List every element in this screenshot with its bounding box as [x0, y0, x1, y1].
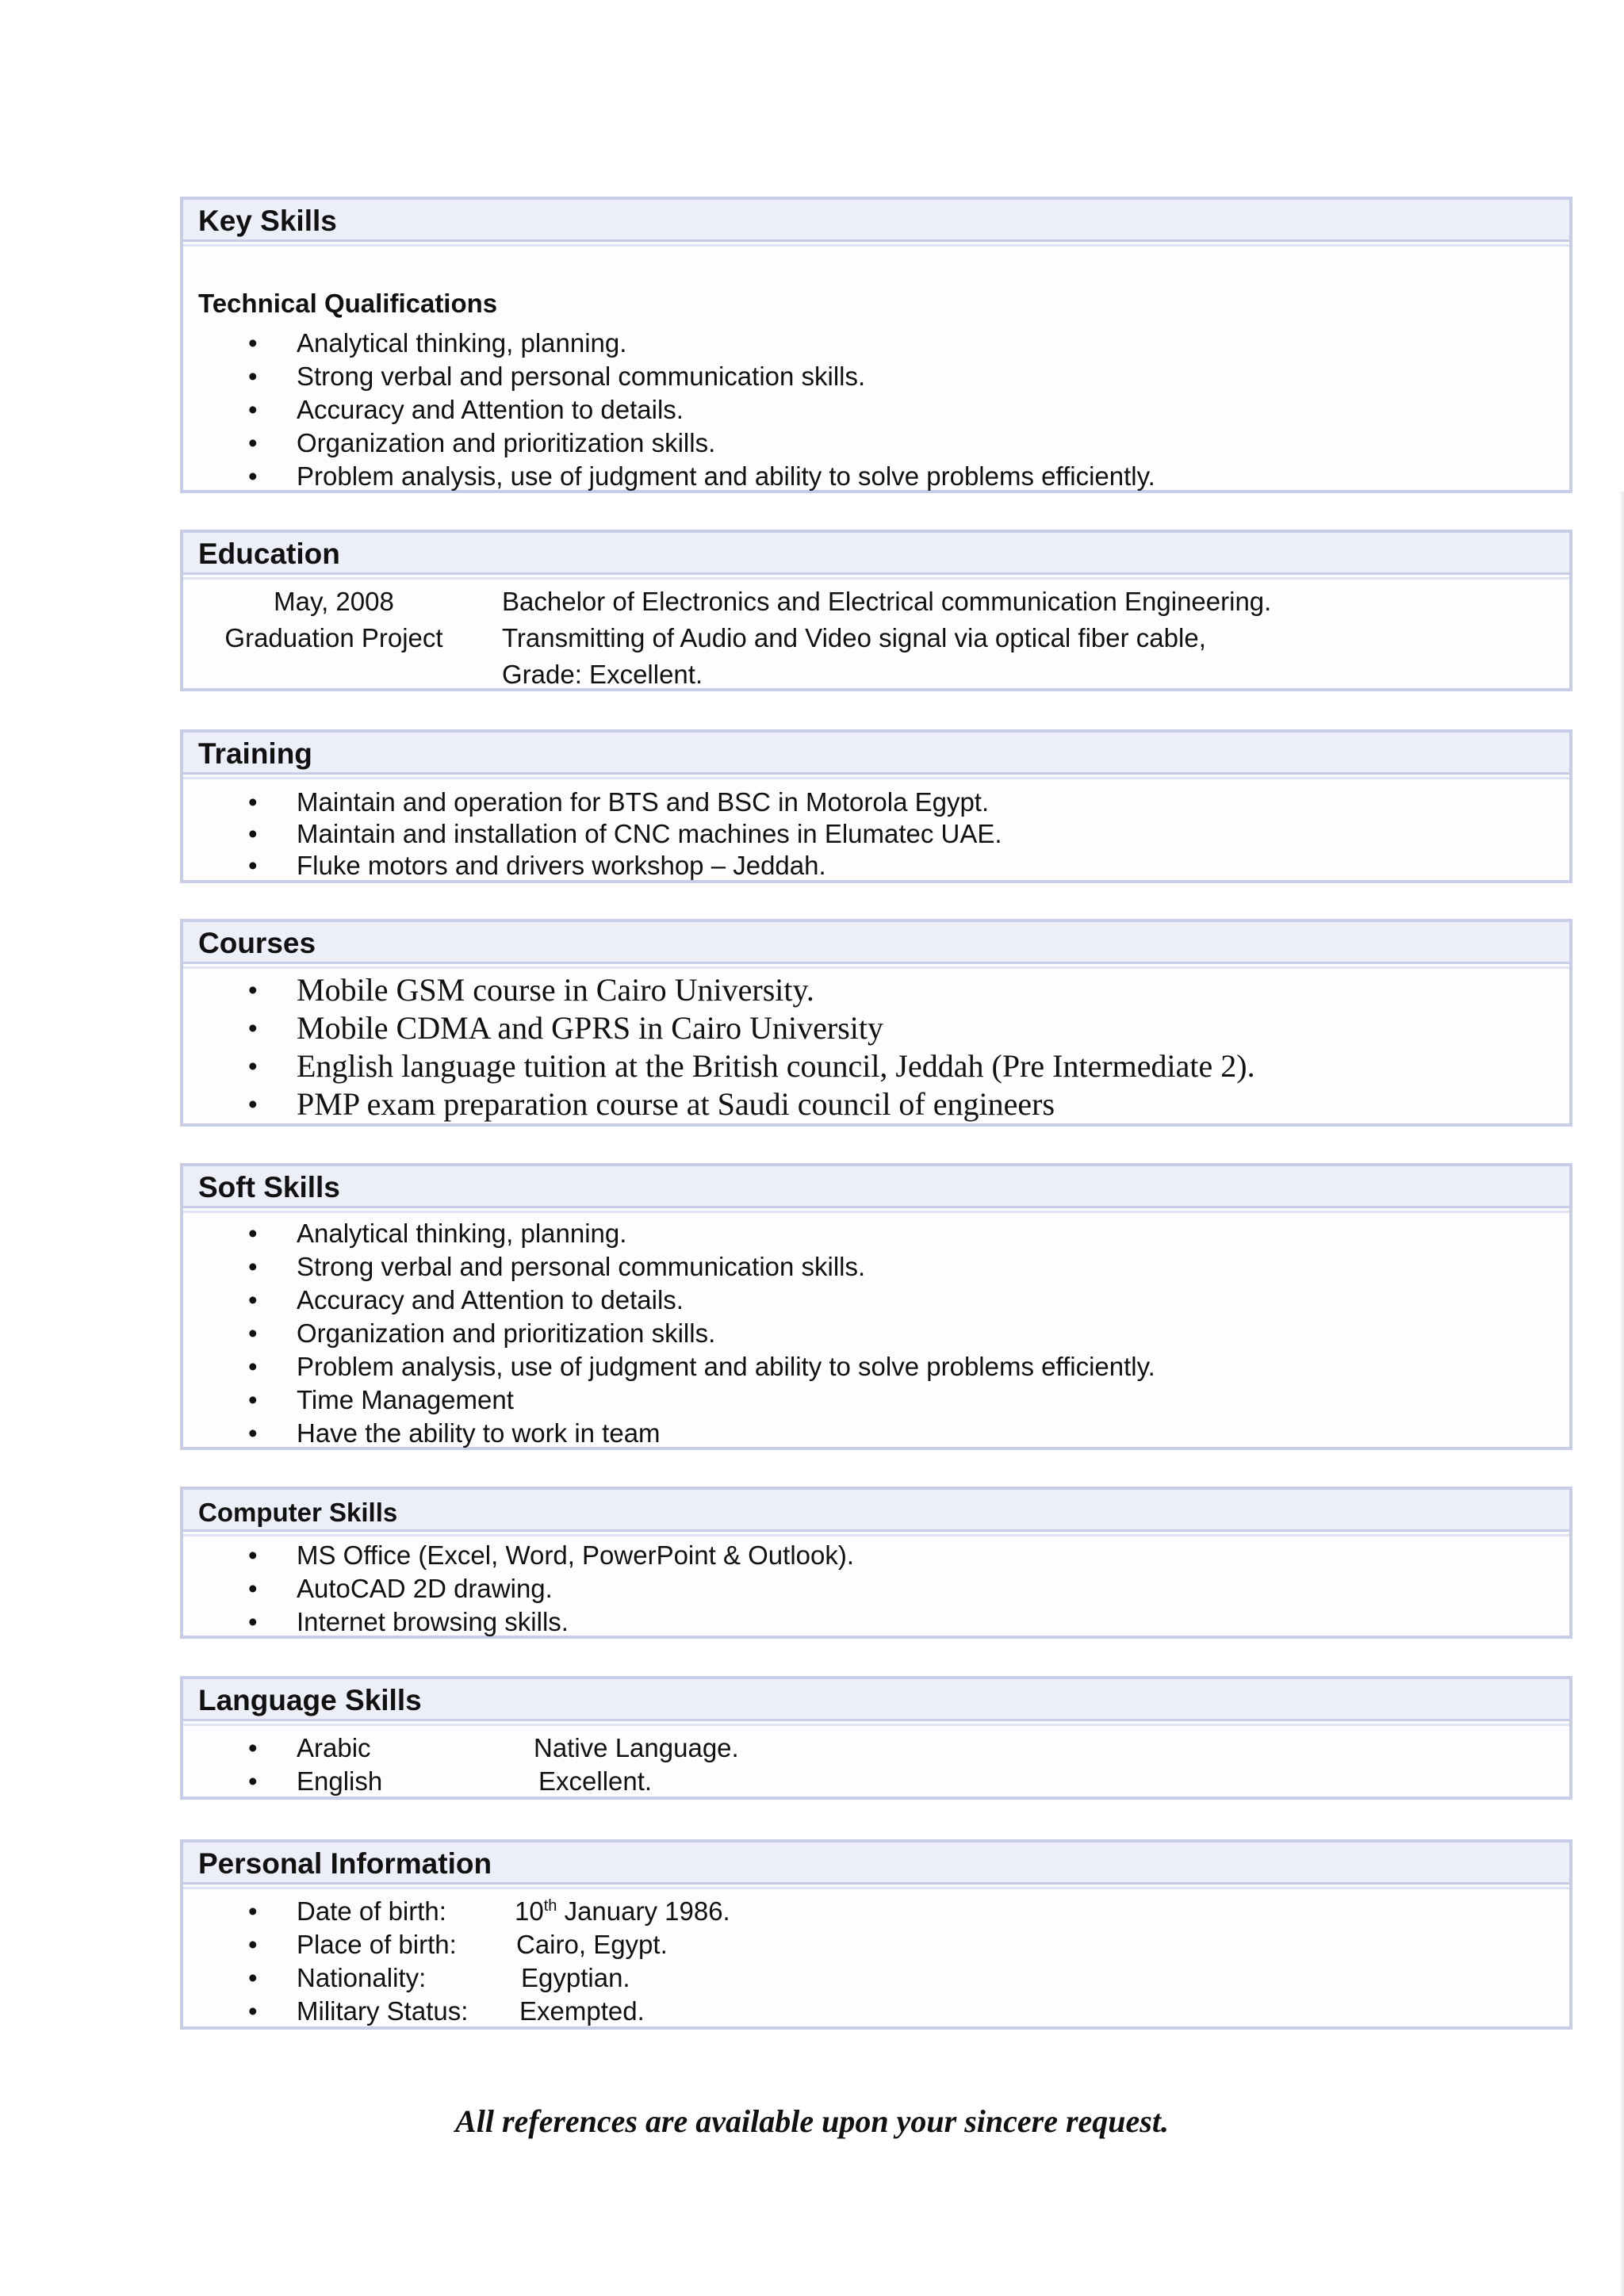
soft-skills-section [180, 1163, 1572, 1450]
list-item: • Fluke motors and drivers workshop – Jeddah. [248, 851, 826, 880]
bullet-icon: • [248, 1219, 258, 1248]
list-item: • Organization and prioritization skills. [183, 1317, 1569, 1350]
computer-skills-title: Computer Skills [198, 1498, 398, 1527]
list-item: • Mobile CDMA and GPRS in Cairo University [248, 1010, 884, 1046]
language-name: Arabic [297, 1733, 371, 1762]
list-item: • Accuracy and Attention to details. [183, 1284, 1569, 1317]
bullet-icon: • [248, 328, 258, 358]
bullet-icon: • [248, 1540, 258, 1570]
list-item [183, 1928, 1569, 1961]
list-item [183, 1995, 1569, 2028]
education-header [183, 533, 1569, 575]
info-label: Nationality: [297, 1963, 427, 1992]
info-value: Cairo, Egypt. [516, 1930, 668, 1959]
education-degree: Bachelor of Electronics and Electrical communication Engineering. [502, 587, 1272, 616]
list-item: • Analytical thinking, planning. [183, 1217, 1569, 1250]
info-label: Date of birth: [297, 1896, 446, 1926]
references-note: All references are available upon your sincere request. [455, 2103, 1169, 2139]
list-item: • Strong verbal and personal communication skills. [183, 360, 1569, 393]
computer-skills-list [183, 1539, 1569, 1639]
key-skills-title: Key Skills [198, 205, 337, 237]
education-label: Graduation Project [224, 623, 443, 652]
list-item: • Strong verbal and personal communication skills. [183, 1250, 1569, 1284]
training-section [180, 729, 1572, 883]
personal-information-list [183, 1895, 1569, 2028]
list-item: • AutoCAD 2D drawing. [183, 1572, 1569, 1605]
education-project: Transmitting of Audio and Video signal via optical fiber cable, [502, 623, 1206, 652]
list-item: • Mobile GSM course in Cairo University. [248, 972, 814, 1008]
personal-information-header [183, 1843, 1569, 1885]
language-skills-header [183, 1679, 1569, 1721]
language-skills-title: Language Skills [198, 1684, 422, 1716]
bullet-icon: • [248, 1896, 258, 1926]
info-label: Place of birth: [297, 1930, 457, 1959]
list-item [183, 1765, 1569, 1798]
courses-header [183, 922, 1569, 964]
list-item: • MS Office (Excel, Word, PowerPoint & Outlook). [183, 1539, 1569, 1572]
bullet-icon: • [248, 1418, 258, 1448]
bullet-icon: • [248, 1930, 258, 1959]
bullet-icon: • [248, 1318, 258, 1348]
bullet-icon: • [248, 395, 258, 424]
key-skills-list [183, 327, 1569, 493]
bullet-icon: • [248, 1089, 258, 1119]
education-date: May, 2008 [274, 587, 394, 616]
education-title: Education [198, 538, 340, 570]
computer-skills-header [183, 1490, 1569, 1532]
list-item: • Accuracy and Attention to details. [183, 393, 1569, 427]
list-item: • Organization and prioritization skills. [183, 427, 1569, 460]
bullet-icon: • [248, 1607, 258, 1636]
soft-skills-header [183, 1166, 1569, 1208]
bullet-icon: • [248, 1996, 258, 2026]
info-label: Military Status: [297, 1996, 469, 2026]
bullet-icon: • [248, 1963, 258, 1992]
personal-information-section [180, 1839, 1572, 2030]
list-item: • English language tuition at the British council, Jeddah (Pre Intermediate 2). [248, 1048, 1255, 1084]
list-item [183, 1732, 1569, 1765]
bullet-icon: • [248, 1385, 258, 1414]
personal-information-title: Personal Information [198, 1847, 492, 1880]
courses-section [180, 919, 1572, 1127]
language-skills-list [183, 1732, 1569, 1798]
bullet-icon: • [248, 1051, 258, 1081]
list-item: • Problem analysis, use of judgment and ability to solve problems efficiently. [183, 460, 1569, 493]
training-list [183, 786, 1569, 882]
courses-title: Courses [198, 927, 316, 959]
bullet-icon: • [248, 1352, 258, 1381]
info-value: Exempted. [519, 1996, 645, 2026]
language-level: Native Language. [534, 1733, 739, 1762]
bullet-icon: • [248, 1766, 258, 1796]
list-item [183, 1895, 1569, 1928]
info-value: Egyptian. [521, 1963, 630, 1992]
education-grade: Grade: Excellent. [502, 660, 703, 689]
bullet-icon: • [248, 362, 258, 391]
training-title: Training [198, 737, 312, 770]
technical-qualifications-heading: Technical Qualifications [198, 289, 498, 318]
courses-list [183, 971, 1569, 1123]
bullet-icon: • [248, 428, 258, 457]
language-level: Excellent. [538, 1766, 653, 1796]
computer-skills-section [180, 1487, 1572, 1639]
bullet-icon: • [248, 975, 258, 1004]
bullet-icon: • [248, 787, 258, 817]
list-item: • PMP exam preparation course at Saudi council of engineers [248, 1086, 1055, 1122]
page-edge-shadow [1619, 492, 1624, 2296]
soft-skills-list [183, 1217, 1569, 1450]
key-skills-header [183, 200, 1569, 242]
bullet-icon: • [248, 819, 258, 848]
bullet-icon: • [248, 1013, 258, 1043]
soft-skills-title: Soft Skills [198, 1171, 340, 1203]
list-item: • Have the ability to work in team [183, 1417, 1569, 1450]
bullet-icon: • [248, 851, 258, 880]
list-item: • Time Management [183, 1383, 1569, 1417]
education-section [180, 530, 1572, 691]
training-header [183, 733, 1569, 775]
bullet-icon: • [248, 1574, 258, 1603]
list-item: • Maintain and installation of CNC machines in Elumatec UAE. [248, 819, 1002, 848]
language-name: English [297, 1766, 383, 1796]
language-skills-section [180, 1676, 1572, 1800]
list-item: • Maintain and operation for BTS and BSC in Motorola Egypt. [248, 787, 990, 817]
info-value: 10th January 1986. [515, 1896, 730, 1926]
list-item: • Problem analysis, use of judgment and ability to solve problems efficiently. [183, 1350, 1569, 1383]
list-item [183, 1961, 1569, 1995]
bullet-icon: • [248, 1733, 258, 1762]
key-skills-section [180, 197, 1572, 493]
list-item: • Analytical thinking, planning. [183, 327, 1569, 360]
bullet-icon: • [248, 1252, 258, 1281]
list-item: • Internet browsing skills. [183, 1605, 1569, 1639]
bullet-icon: • [248, 461, 258, 491]
bullet-icon: • [248, 1285, 258, 1314]
